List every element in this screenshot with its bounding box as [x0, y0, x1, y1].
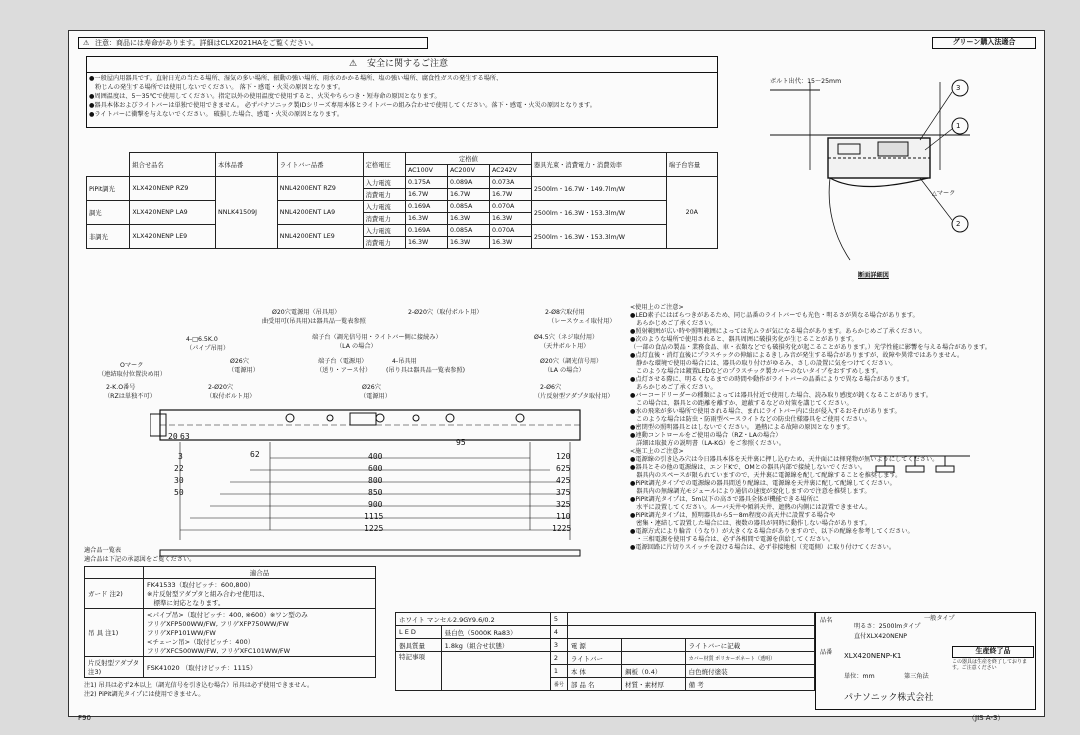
callout-l4b: （パイプ吊用）	[186, 345, 230, 352]
value-cell: 16.3W	[489, 213, 531, 225]
row-no: 2	[550, 652, 567, 665]
header-body: 本体品番	[216, 153, 278, 177]
note-line: ●電源方式により輪音（うなり）が大きくなる場合がありますので、以下の配線を参考してください。	[630, 528, 914, 535]
body-no: NNLK41509J	[216, 177, 278, 249]
row-type: 調光	[87, 201, 130, 225]
mounting-diagram	[870, 452, 970, 482]
dim-right: 325	[556, 500, 571, 509]
callout-1: 1	[956, 122, 961, 130]
option-value: 標準に対応となります。	[147, 599, 225, 607]
callout-l15b: （片反射型アダプタ取付用）	[534, 393, 614, 400]
callout-2: 2	[956, 220, 961, 228]
callout-l2: 2-Ø20穴（取付ボルト用）	[408, 309, 483, 316]
voltage-242: AC242V	[489, 165, 531, 177]
jis-label: （JIS A-3）	[968, 714, 1005, 722]
dim-right: 425	[556, 476, 571, 485]
callout-l6b: （天井ボルト用）	[540, 343, 590, 350]
note-line: このような場合は鍍置LEDなどのプラスチック製カバーのないタイプをおすすめします。	[630, 368, 883, 375]
option-value: <チェーン吊>（取付ピッチ：400）	[147, 638, 255, 646]
note-line: ●バーコードリーダーの種類によっては器具付近で使用した場合、読み取り感度が鈍くなることがあります。	[630, 392, 932, 399]
callout-l8: 端子台（電源用）	[318, 358, 368, 365]
callout-l3b: （レースウェイ取付用）	[548, 318, 616, 325]
section-title: 断面詳細図	[858, 272, 889, 279]
option-value: <パイプ吊>（取付ピッチ：400, ※600）※ワン型のみ	[147, 611, 308, 619]
note-line: あらかじめご了承ください。	[630, 320, 717, 327]
note-line: ●PiPit調光タイプは、5m以下の高さで器具全体が機能できる場所に	[630, 496, 819, 503]
dim-right: 375	[556, 488, 571, 497]
notes-title: <使用上のご注意>	[630, 304, 684, 311]
option-value: フリゲXFP101WW/FW	[147, 629, 216, 637]
angle-label: 第三角法	[904, 673, 929, 680]
label-power: 消費電力	[363, 213, 405, 225]
dim-right: 110	[556, 512, 571, 521]
sheet-number: F90	[78, 714, 91, 722]
note-line: ●LED素子にはばらつきがあるため、同じ品番のライトバーでも光色・明るさが異なる場合があります。	[630, 312, 919, 319]
value-cell: 16.3W	[489, 237, 531, 249]
value-cell: 16.7W	[489, 189, 531, 201]
note-line: ●電源回路に片切りスイッチを設ける場合は、必ず非接地相（充電側）に取り付けてください。	[630, 544, 896, 551]
caution-icon: ⚠	[83, 39, 90, 47]
callout-l5b: （LA の場合）	[336, 343, 377, 350]
note-line: 詳細は取扱方の説明書（LA-KG）をご参照ください。	[630, 440, 785, 447]
note-line: ●水の飛来が多い場所で使用される場合、まれにライトバー内に虫が侵入するおそれがあります。	[630, 408, 901, 415]
safety-line: ●周囲温度は、5～35℃で使用してください。指定以外の使用温度で使用すると、火災やちらつき・短寿命の原因となります。	[89, 93, 441, 100]
row-no: 4	[550, 626, 567, 639]
value-cell: 16.3W	[447, 213, 489, 225]
voltage-100: AC100V	[405, 165, 447, 177]
safety-box	[86, 56, 718, 128]
dim-center: 800	[368, 476, 383, 485]
option-value: フリゲXFP500WW/FW, フリゲXFP750WW/FW	[147, 620, 289, 628]
safety-line: ●一般屋内用器具です。直射日光の当たる場所、湿気の多い場所、振動の強い場所、雨水のかかる場所、塩の強い場所、腐食性ガスの発生する場所、	[89, 75, 503, 82]
discontinued-badge: 生産終了品	[952, 646, 1034, 658]
notes-label: 特記事項	[396, 652, 442, 691]
dim-right: 120	[556, 452, 571, 461]
row-type: 非調光	[87, 225, 130, 249]
row-bar: NNL4200ENT LE9	[277, 225, 363, 249]
part-note: カバー材質 ポリカーボネート（透明）	[685, 652, 814, 665]
note-line: ●電源線の引き込み穴は今日器具本体を天井裏に押し込むため、天井面には揮発物が無いようにしてください。	[630, 456, 939, 463]
dim-small: 63	[180, 432, 190, 441]
part-note: ライトバーに記載	[685, 639, 814, 652]
product-line: 明るさ：2500lmタイプ	[854, 623, 921, 630]
dim-center: 600	[368, 464, 383, 473]
dim-center: 400	[368, 452, 383, 461]
green-badge: グリーン購入法適合	[932, 37, 1036, 49]
label-current: 入力電流	[363, 225, 405, 237]
callout-l13b: （取付ボルト用）	[206, 393, 256, 400]
callout-l9b: (吊り具は器具品一覧表参照)	[386, 367, 466, 374]
note-line: ●連動コントロールをご使用の場合（RZ・LAの場合）	[630, 432, 782, 439]
option-label: 片反射型アダプタ 注3)	[85, 657, 144, 678]
value-cell: 0.070A	[489, 225, 531, 237]
note-line: ●PiPit調光タイプは、照明器具から5～8m程度の高天井に設置する場合や	[630, 512, 836, 519]
flux-cell: 2500lm・16.7W・149.7lm/W	[531, 177, 666, 201]
callout-l8b: （送り・アース付）	[316, 367, 372, 374]
product-name: 直付XLX420NENP	[854, 633, 908, 640]
caution-box	[78, 37, 428, 49]
value-cell: 16.3W	[405, 237, 447, 249]
note-line: ●PiPit調光タイプでの電源線の器具間送り配線は、電源線を天井裏に配して配線してください。	[630, 480, 896, 487]
header-flux: 器具光束・消費電力・消費効率	[531, 153, 666, 177]
footer-label: 材質・素材厚	[622, 678, 686, 691]
unit-label: 単位：mm	[844, 673, 875, 680]
product-number: XLX420NENP-K1	[844, 652, 902, 660]
value-cell: 0.169A	[405, 225, 447, 237]
voltage-200: AC200V	[447, 165, 489, 177]
dim-small: 95	[456, 438, 466, 447]
value-cell: 0.175A	[405, 177, 447, 189]
spec-table	[86, 152, 718, 249]
note-line: ●器具とその他の電源線は、エンドKで、OMとの器具内部で接続しないでください。	[630, 464, 867, 471]
note-line: あらかじめご了承ください。	[630, 384, 717, 391]
note-line: ●照射範囲が広い時や照明範囲によっては光ムラが気になる場合があります。あらかじめご了承ください。	[630, 328, 926, 335]
dim-left: 50	[174, 488, 184, 497]
option-value: フリゲXFC500WW/FW, フリゲXFC101WW/FW	[147, 647, 291, 655]
led-label: L E D	[396, 626, 442, 639]
footer-label: 備 考	[685, 678, 814, 691]
callout-l6: Ø4.5穴（ネジ取付用）	[534, 334, 599, 341]
callout-l1b: 曲受用可(吊具用)は器具品一覧表参照	[262, 318, 366, 325]
callout-l7: Ø26穴	[230, 358, 249, 365]
section-detail-drawing	[760, 60, 1030, 290]
delta-mark-label: △マーク	[932, 190, 956, 197]
company-name: パナソニック株式会社	[844, 693, 934, 703]
row-combo: XLX420NENP LA9	[130, 201, 216, 225]
title-box	[815, 612, 1036, 710]
footer-label: 番号	[550, 678, 567, 691]
terminal-cell: 20A	[666, 177, 717, 249]
dim-right: 1225	[552, 524, 572, 533]
row-no: 3	[550, 639, 567, 652]
header-terminal: 端子台容量	[666, 153, 717, 177]
note-line: （一部の食品の製品・業務食品、車・衣類などでも破損劣化が起こることがあります。）光学性能に影響を与える場合があります。	[630, 344, 991, 351]
note-line: 密集・連結して設置した場合には、複数の器具が同時に動作しない場合があります。	[630, 520, 871, 527]
led-value: 昼白色（5000K Ra83）	[441, 626, 550, 639]
value-cell: 16.7W	[447, 189, 489, 201]
row-bar: NNL4200ENT RZ9	[277, 177, 363, 201]
header-bar: ライトバー品番	[277, 153, 363, 177]
value-cell: 16.3W	[447, 237, 489, 249]
product-type: 一般タイプ	[924, 615, 955, 622]
callout-l14: Ø26穴	[362, 384, 381, 391]
note-line: 器具内の無線調光モジュールにより通信の速度が変化しますので注意を推奨します。	[630, 488, 871, 495]
mass-label: 器具質量	[396, 639, 442, 652]
dim-center: 900	[368, 500, 383, 509]
row-combo: XLX420NENP RZ9	[130, 177, 216, 201]
note-line: このような場合は防虫・防雨型ベースライトなどの防虫仕様器具をご使用ください。	[630, 416, 871, 423]
callout-l3: 2-Ø8穴取付用	[545, 309, 585, 316]
row-no: 1	[550, 665, 567, 678]
callout-l12b: （RZは単独不可）	[104, 393, 156, 400]
value-cell: 0.070A	[489, 201, 531, 213]
dim-left: 30	[174, 476, 184, 485]
header-rated: 定格値	[405, 153, 531, 165]
dim-small: 62	[250, 450, 260, 459]
value-cell: 0.073A	[489, 177, 531, 189]
safety-line: ●ライトバーに衝撃を与えないでください。 破損した場合、感電・火災の原因となります。	[89, 111, 344, 118]
label-current: 入力電流	[363, 177, 405, 189]
discontinued-note: この器具は生産を終了しております。ご注意ください	[952, 659, 1028, 671]
option-label: 吊 具 注1)	[85, 609, 144, 657]
footnote: 注1) 吊具は必ず2本以上（調光信号を引き込む場合）吊具は必ず使用できません。	[84, 682, 314, 689]
part-name: 電 源	[567, 639, 621, 652]
options-header: 適合品	[144, 567, 376, 579]
part-name: 本 体	[567, 665, 621, 678]
note-line: ●点灯直後・消灯直後にプラスチックの伸縮によるきしみ音が発生する場合がありますが、故障や異常ではありません。	[630, 352, 964, 359]
callout-l15: 2-Ø6穴	[540, 384, 562, 391]
callout-l11b: （連結取付位置決め用）	[98, 371, 167, 378]
dim-right: 625	[556, 464, 571, 473]
note-line: 静かな環境で使用の場合には、器具の取り付けがゆるみ、さしの設置に気をつけてください。	[630, 360, 897, 367]
bolt-label: ボルト出代：15～25mm	[770, 78, 842, 85]
options-table	[84, 566, 376, 678]
value-cell: 0.085A	[447, 201, 489, 213]
part-name: ライトバー	[567, 652, 621, 665]
callout-l10b: （LA の場合）	[544, 367, 585, 374]
callout-l13: 2-Ø20穴	[208, 384, 234, 391]
callout-l12: 2-K.O番号	[106, 384, 136, 391]
part-material: 鋼板（0.4）	[622, 665, 686, 678]
note-line: ・三相電源を使用する場合は、必ず各相間で電源を供給してください。	[630, 536, 835, 543]
header-voltage: 定格電圧	[363, 153, 405, 177]
notes-block	[630, 304, 1030, 552]
row-bar: NNL4200ENT LA9	[277, 201, 363, 225]
header-combo: 組合せ品名	[130, 153, 216, 177]
value-cell: 0.089A	[447, 177, 489, 189]
note-line: この場合は、器具との距離を離すか、遮蔽するなどの対策を講じてください。	[630, 400, 853, 407]
note-line: 器具内のスペースが限られていますので、天井裏に電源線を配して配線することを推奨します。	[630, 472, 902, 479]
footnote: 注2) PiPit調光タイプには使用できません。	[84, 691, 205, 698]
side-label: 品番	[820, 649, 833, 656]
option-label: ガード 注2)	[85, 579, 144, 609]
footer-label: 部 品 名	[567, 678, 621, 691]
note-line: ●次のような場所で使用されると、器具周囲に破損劣化が生じることがあります。	[630, 336, 858, 343]
safety-line: 粉じんの発生する場所では使用しないでください。 落下・感電・火災の原因となります。	[89, 84, 345, 91]
callout-l9: 4-吊具用	[392, 358, 417, 365]
side-label: 品名	[820, 617, 833, 624]
warning-icon: ⚠	[349, 59, 358, 69]
callout-l4: 4-□6.5K.0	[186, 336, 218, 343]
dim-left: 22	[174, 464, 184, 473]
options-caption: 適合品一覧表	[84, 547, 122, 554]
label-current: 入力電流	[363, 201, 405, 213]
row-no: 5	[550, 613, 567, 626]
dim-left: 3	[178, 452, 183, 461]
mass-value: 1.8kg（組合せ状態）	[441, 639, 550, 652]
callout-l7b: （電源用）	[228, 367, 259, 374]
label-power: 消費電力	[363, 189, 405, 201]
options-caption-2: 適合品は下記の承認図をご覧ください。	[84, 556, 196, 563]
label-power: 消費電力	[363, 237, 405, 249]
note-line: <施工上のご注意>	[630, 448, 684, 455]
parts-table	[395, 612, 815, 691]
dim-center: 850	[368, 488, 383, 497]
safety-title: 安全に関するご注意	[367, 59, 449, 69]
callout-l1: Ø20穴電源用（吊具用）	[272, 309, 341, 316]
callout-3: 3	[956, 84, 961, 92]
callout-l10: Ø20穴（調光信号用）	[540, 358, 603, 365]
caution-text: 注意：商品には寿命があります。詳細はCLX2021HAをご覧ください。	[95, 39, 318, 47]
row-type: PiPit調光	[87, 177, 130, 201]
option-value: ※片反射型アダプタと組み合わせ使用は、	[147, 590, 269, 598]
row-combo: XLX420NENP LE9	[130, 225, 216, 249]
callout-l11: Oマーク	[120, 362, 144, 369]
flux-cell: 2500lm・16.3W・153.3lm/W	[531, 201, 666, 225]
callout-l5: 端子台（調光信号用・ライトバー側に接続み）	[312, 334, 442, 341]
dim-small: 20	[168, 432, 178, 441]
value-cell: 0.085A	[447, 225, 489, 237]
part-note: 白色焼付塗装	[685, 665, 814, 678]
flux-cell: 2500lm・16.3W・153.3lm/W	[531, 225, 666, 249]
option-value: FK41533（取付ピッチ：600,800）	[147, 581, 255, 589]
note-line: 水平に設置してください。ルーバ天井や傾斜天井、遮熱の内側には設置できません。	[630, 504, 872, 511]
option-value: FSK41020 （取付けピッチ：1115）	[144, 657, 376, 678]
value-cell: 0.169A	[405, 201, 447, 213]
finish-cell: ホワイト マンセル2.9GY9.6/0.2	[396, 613, 551, 626]
safety-line: ●器具本体およびライトバーは単独で使用できません。 必ずパナソニック製IDシリーズ専用本体とライトバーの組み合わせで使用してください。落下・感電・火災の原因となります。	[89, 102, 596, 109]
value-cell: 16.7W	[405, 189, 447, 201]
value-cell: 16.3W	[405, 213, 447, 225]
dim-center: 1115	[364, 512, 384, 521]
note-line: ●密閉型の照明器具とはしないでください。 過熱による故障の原因となります。	[630, 424, 854, 431]
callout-l14b: （電源用）	[360, 393, 391, 400]
note-line: ●点灯させる際に、明るくなるまでの時間や動作がライトバーの品番によりで異なる場合があります。	[630, 376, 914, 383]
dim-center: 1225	[364, 524, 384, 533]
